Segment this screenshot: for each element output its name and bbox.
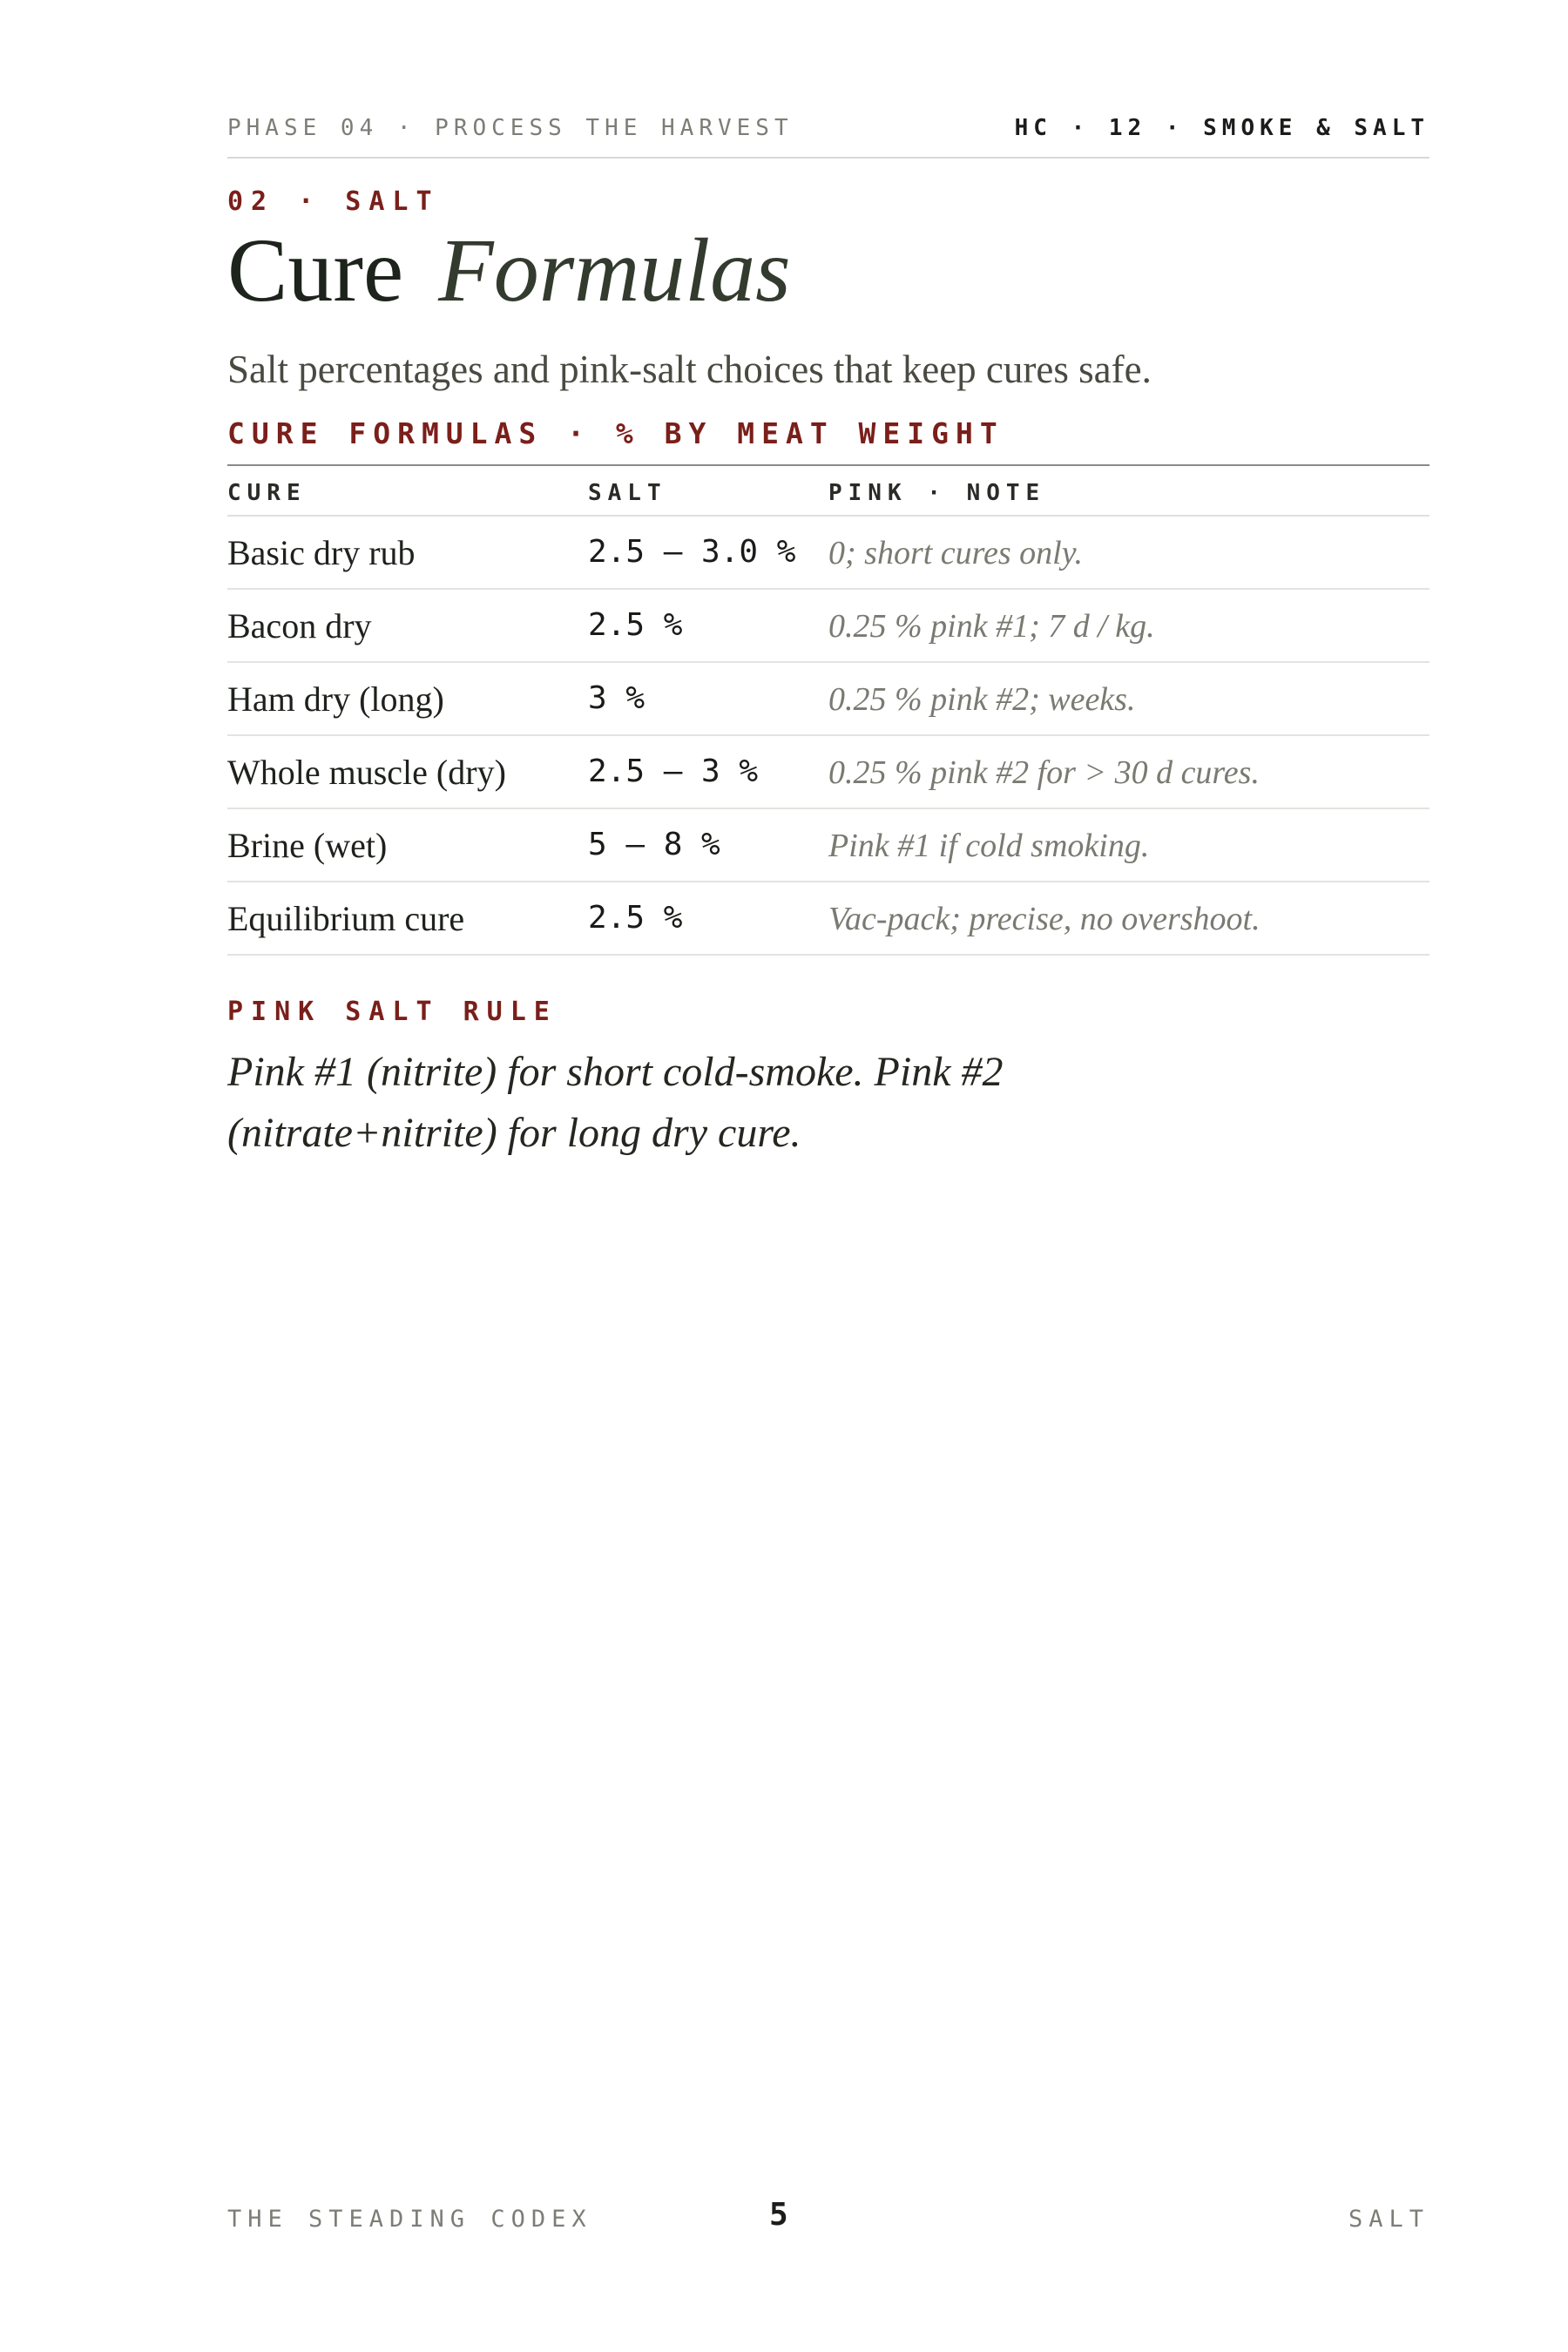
cell-note: Pink #1 if cold smoking. bbox=[828, 828, 1150, 864]
cell-cure: Ham dry (long) bbox=[227, 679, 444, 719]
column-header-cure: CURE bbox=[227, 480, 307, 506]
table-header-row bbox=[227, 466, 1429, 517]
cure-formulas-table bbox=[227, 464, 1429, 956]
cell-note: 0.25 % pink #2; weeks. bbox=[828, 681, 1136, 718]
cell-salt: 2.5 – 3.0 % bbox=[588, 534, 796, 570]
table-row bbox=[227, 517, 1429, 590]
cell-cure: Brine (wet) bbox=[227, 826, 388, 865]
cell-note: 0; short cures only. bbox=[828, 535, 1084, 571]
pink-salt-rule-label: PINK SALT RULE bbox=[227, 997, 558, 1027]
header-phase: PHASE 04 · PROCESS THE HARVEST bbox=[227, 115, 794, 141]
cell-salt: 2.5 % bbox=[588, 900, 683, 936]
pink-salt-rule-text: Pink #1 (nitrite) for short cold-smoke. Pink #2 (nitrate+nitrite) for long dry cure. bbox=[227, 1049, 1004, 1156]
footer-page-number: 5 bbox=[769, 2197, 788, 2233]
footer-book-title: THE STEADING CODEX bbox=[227, 2206, 592, 2233]
cell-cure: Basic dry rub bbox=[227, 533, 416, 572]
page-title-word-1: Cure bbox=[227, 220, 404, 321]
cell-note: Vac-pack; precise, no overshoot. bbox=[828, 901, 1260, 937]
cell-note: 0.25 % pink #1; 7 d / kg. bbox=[828, 608, 1155, 645]
column-header-pink-note: PINK · NOTE bbox=[828, 480, 1046, 506]
cell-cure: Whole muscle (dry) bbox=[227, 753, 506, 792]
table-row bbox=[227, 809, 1429, 882]
cell-salt: 5 – 8 % bbox=[588, 827, 720, 862]
page-subtitle: Salt percentages and pink-salt choices that keep cures safe. bbox=[227, 348, 1152, 391]
section-tag: 02 · SALT bbox=[227, 186, 440, 217]
page-header bbox=[227, 112, 1429, 159]
table-row bbox=[227, 882, 1429, 956]
page-title-word-2: Formulas bbox=[438, 220, 791, 321]
cell-note: 0.25 % pink #2 for > 30 d cures. bbox=[828, 754, 1260, 791]
document-page bbox=[227, 0, 1429, 2352]
header-chapter: HC · 12 · SMOKE & SALT bbox=[1014, 115, 1429, 141]
cell-salt: 2.5 % bbox=[588, 607, 683, 643]
cell-cure: Equilibrium cure bbox=[227, 899, 465, 938]
table-row bbox=[227, 590, 1429, 663]
page-title bbox=[227, 220, 791, 321]
column-header-salt: SALT bbox=[588, 480, 667, 506]
cell-salt: 2.5 – 3 % bbox=[588, 754, 759, 789]
cell-salt: 3 % bbox=[588, 680, 645, 716]
table-title: CURE FORMULAS · % BY MEAT WEIGHT bbox=[227, 416, 1004, 450]
table-row bbox=[227, 663, 1429, 736]
footer-section: SALT bbox=[1348, 2206, 1429, 2233]
cell-cure: Bacon dry bbox=[227, 606, 372, 645]
table-row bbox=[227, 736, 1429, 809]
